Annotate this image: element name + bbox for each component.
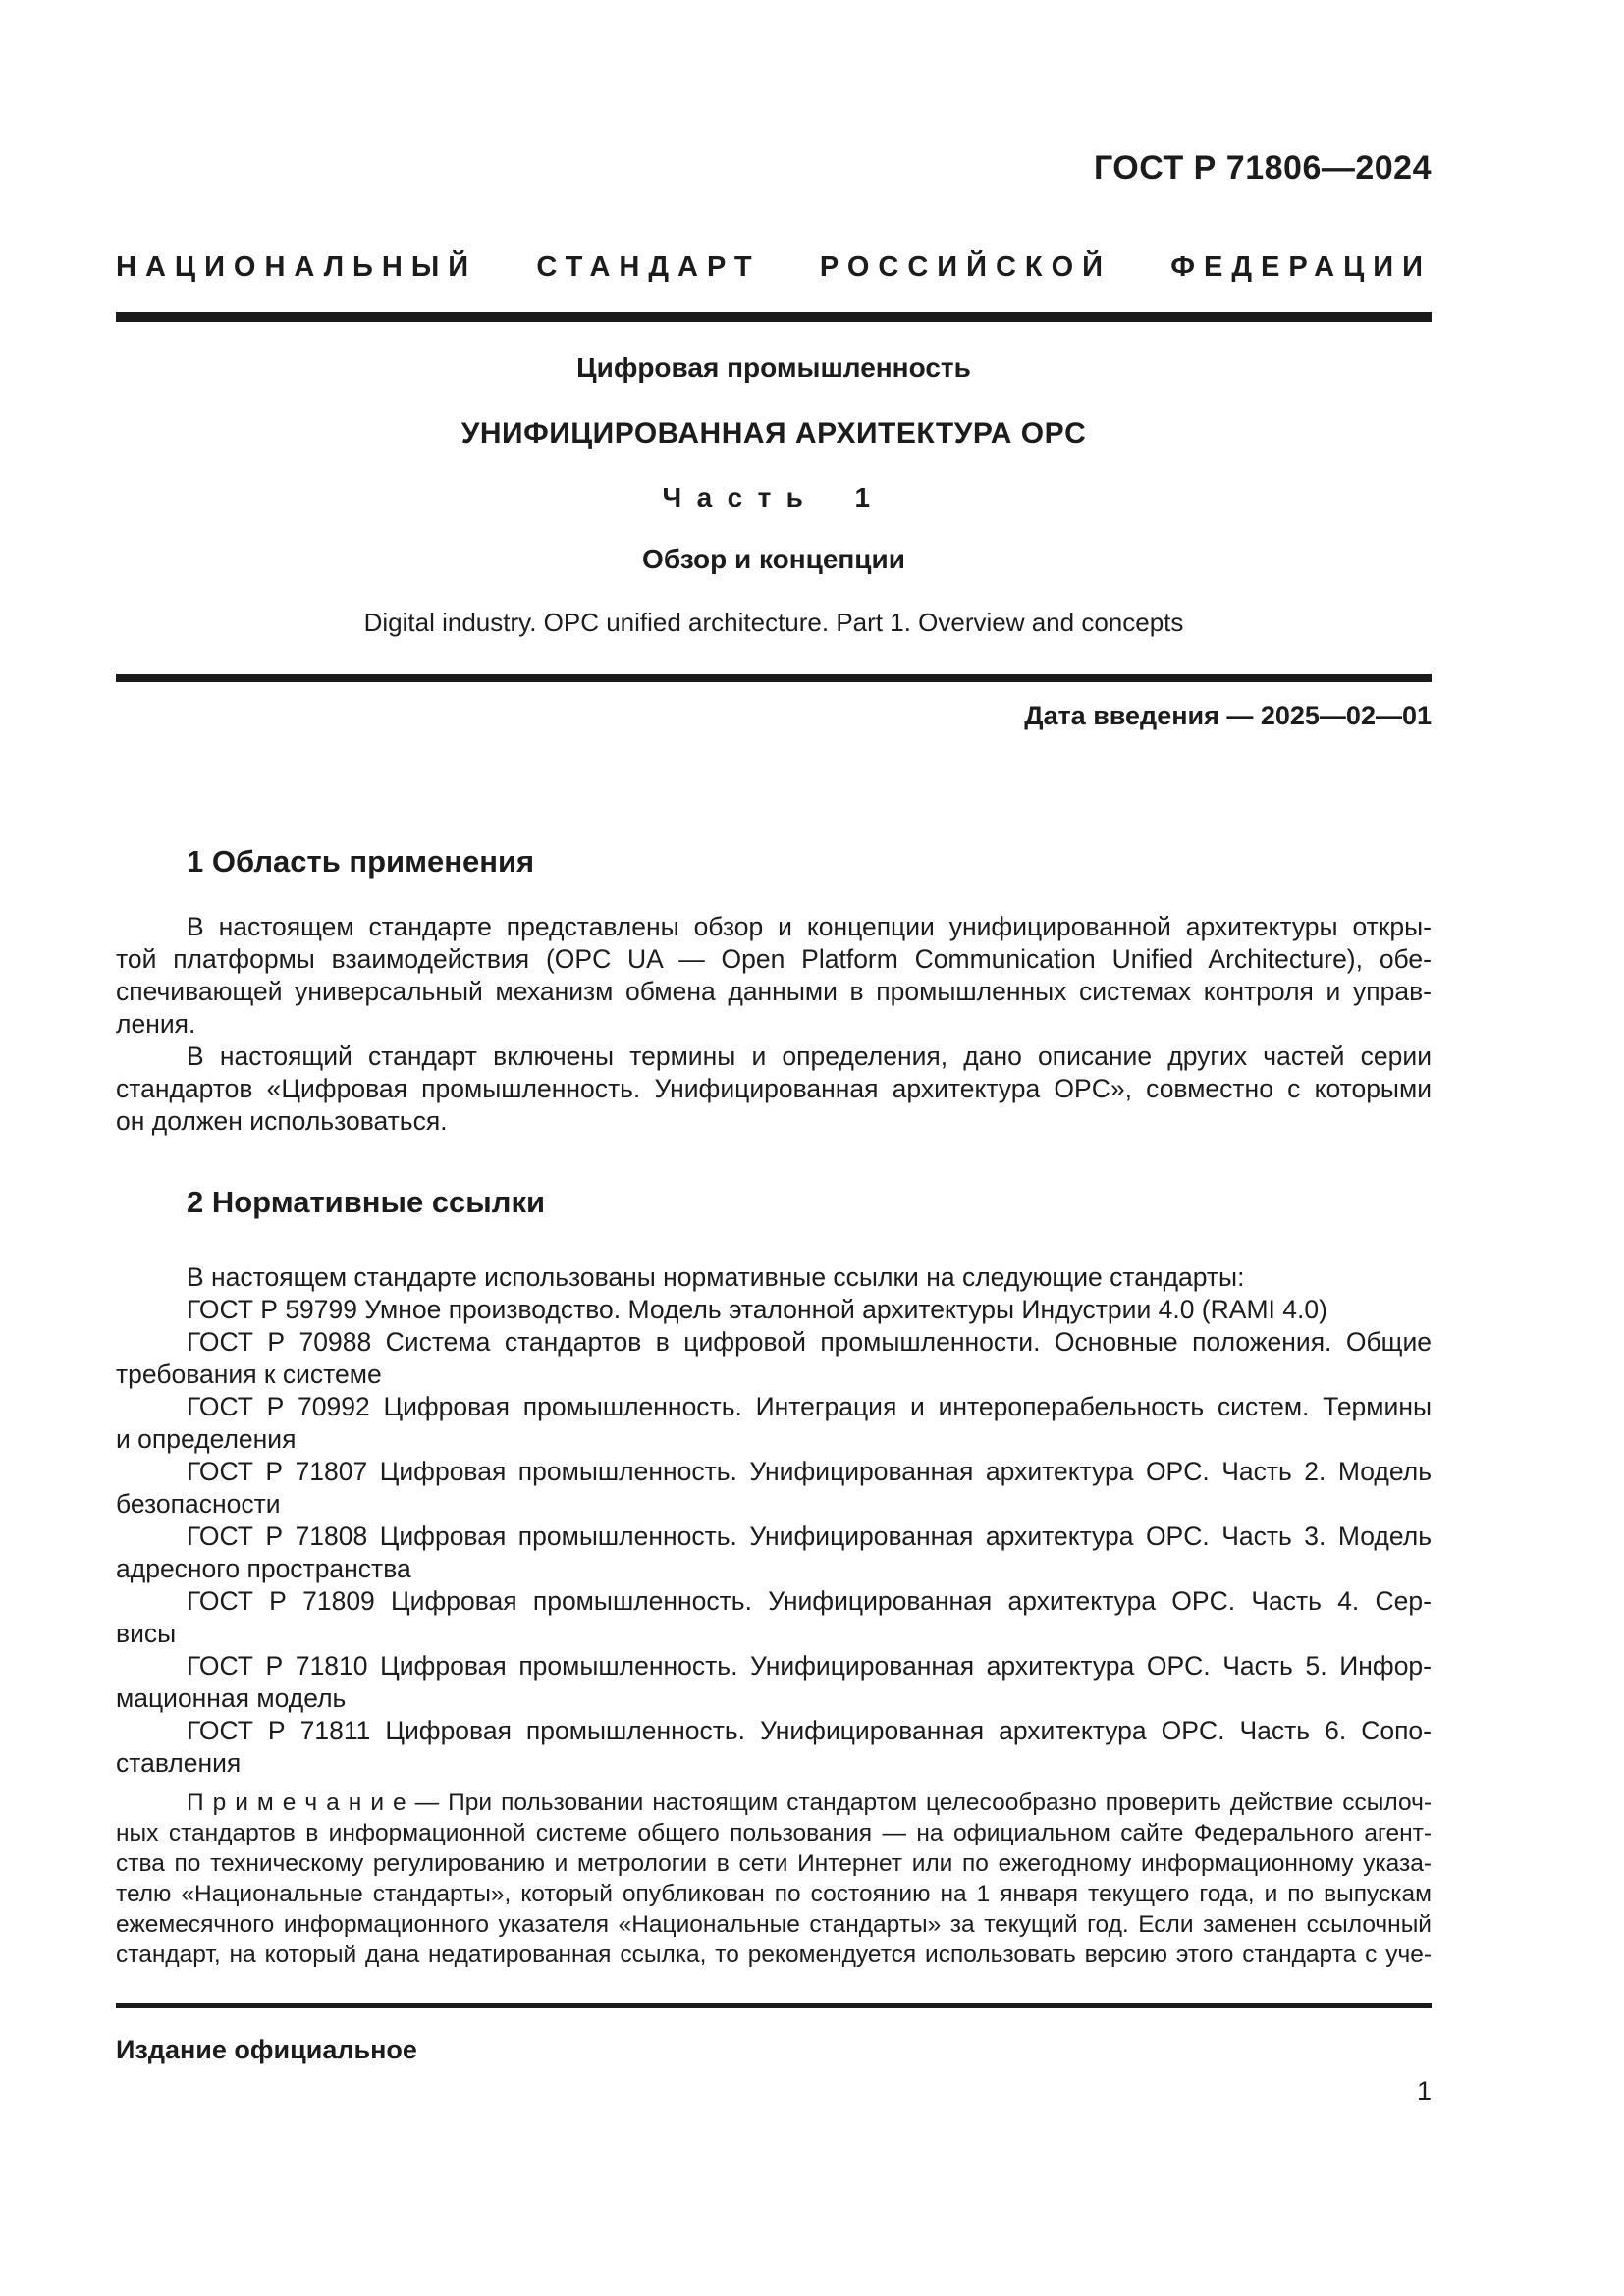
section-heading-scope: 1 Область применения xyxy=(187,844,535,879)
referenced-standard: ГОСТ Р 71807 Цифровая промышленность. Унифицированная архитектура OPC. Часть 2. Модель xyxy=(187,1457,1432,1486)
note-line: ных стандартов в информационной системе общего пользования — на официальном сайте Федерального агент- xyxy=(116,1820,1432,1846)
official-edition-label: Издание официальное xyxy=(116,2035,417,2064)
title-main: УНИФИЦИРОВАННАЯ АРХИТЕКТУРА OPC xyxy=(460,417,1087,450)
section-scope-body xyxy=(116,911,1432,1138)
paragraph-line: В настоящий стандарт включены термины и определения, дано описание других частей серии xyxy=(187,1041,1432,1071)
referenced-standard: ГОСТ Р 71809 Цифровая промышленность. Унифицированная архитектура OPC. Часть 4. Сер- xyxy=(187,1586,1432,1616)
referenced-standard: ГОСТ Р 71810 Цифровая промышленность. Унифицированная архитектура OPC. Часть 5. Инфор- xyxy=(187,1651,1432,1681)
paragraph-line: ления. xyxy=(116,1009,196,1039)
referenced-standard: ГОСТ Р 70988 Система стандартов в цифровой промышленности. Основные положения. Общие xyxy=(187,1327,1432,1357)
referenced-standard: ГОСТ Р 71808 Цифровая промышленность. Унифицированная архитектура OPC. Часть 3. Модель xyxy=(187,1522,1432,1551)
title-rule xyxy=(116,674,1432,682)
paragraph-line: ставления xyxy=(116,1748,242,1778)
referenced-standard: ГОСТ Р 71811 Цифровая промышленность. Унифицированная архитектура OPC. Часть 6. Сопо- xyxy=(187,1716,1432,1745)
title-subtitle: Обзор и концепции xyxy=(642,544,905,574)
paragraph-line: В настоящем стандарте использованы нормативные ссылки на следующие стандарты: xyxy=(187,1262,1245,1292)
paragraph-line: требования к системе xyxy=(116,1360,382,1389)
note-line: П р и м е ч а н и е — При пользовании настоящим стандартом целесообразно проверить действие ссылоч- xyxy=(187,1789,1432,1816)
paragraph-line: спечивающей универсальный механизм обмена данными в промышленных системах контроля и управ- xyxy=(116,977,1432,1006)
national-standard-banner: НАЦИОНАЛЬНЫЙ СТАНДАРТ РОССИЙСКОЙ ФЕДЕРАЦИИ xyxy=(116,251,1432,283)
note xyxy=(116,1788,1432,1970)
note-line: телю «Национальные стандарты», который опубликован по состоянию на 1 января текущего года, и по выпускам xyxy=(116,1881,1432,1907)
note-line: стандарт, на который дана недатированная ссылка, то рекомендуется использовать версию этого стандарта с уче- xyxy=(116,1942,1432,1968)
paragraph-line: адресного пространства xyxy=(116,1554,411,1583)
paragraph-line: и определения xyxy=(116,1424,297,1454)
note-line: ства по техническому регулированию и метрологии в сети Интернет или по ежегодному информационному указа- xyxy=(116,1850,1432,1877)
paragraph-line: он должен использоваться. xyxy=(116,1106,448,1136)
section-references-body xyxy=(116,1261,1432,1780)
note-line: ежемесячного информационного указателя «Национальные стандарты» за текущий год. Если заменен ссылочный xyxy=(116,1911,1432,1938)
document-code: ГОСТ Р 71806—2024 xyxy=(1093,149,1432,187)
paragraph-line: той платформы взаимодействия (OPC UA — Open Platform Communication Unified Architecture), обе- xyxy=(116,944,1432,974)
effective-date: Дата введения — 2025—02—01 xyxy=(1024,701,1432,730)
paragraph-line: мационная модель xyxy=(116,1683,347,1713)
header-rule xyxy=(116,312,1432,322)
referenced-standard: ГОСТ Р 59799 Умное производство. Модель эталонной архитектуры Индустрии 4.0 (RAMI 4.0) xyxy=(187,1295,1327,1324)
paragraph-line: безопасности xyxy=(116,1489,281,1519)
title-subject: Цифровая промышленность xyxy=(576,352,971,383)
title-block xyxy=(116,351,1432,638)
paragraph-line: стандартов «Цифровая промышленность. Унифицированная архитектура OPC», совместно с которыми xyxy=(116,1074,1432,1103)
referenced-standard: ГОСТ Р 70992 Цифровая промышленность. Интеграция и интероперабельность систем. Термины xyxy=(187,1392,1432,1421)
page-number: 1 xyxy=(1416,2076,1432,2106)
title-english: Digital industry. OPC unified architecture. Part 1. Overview and concepts xyxy=(363,608,1184,637)
section-heading-references: 2 Нормативные ссылки xyxy=(187,1185,546,1219)
paragraph-line: висы xyxy=(116,1619,177,1648)
title-part: Часть 1 xyxy=(662,482,886,512)
footer-rule xyxy=(116,2003,1432,2008)
paragraph-line: В настоящем стандарте представлены обзор и концепции унифицированной архитектуры откры- xyxy=(187,912,1432,941)
